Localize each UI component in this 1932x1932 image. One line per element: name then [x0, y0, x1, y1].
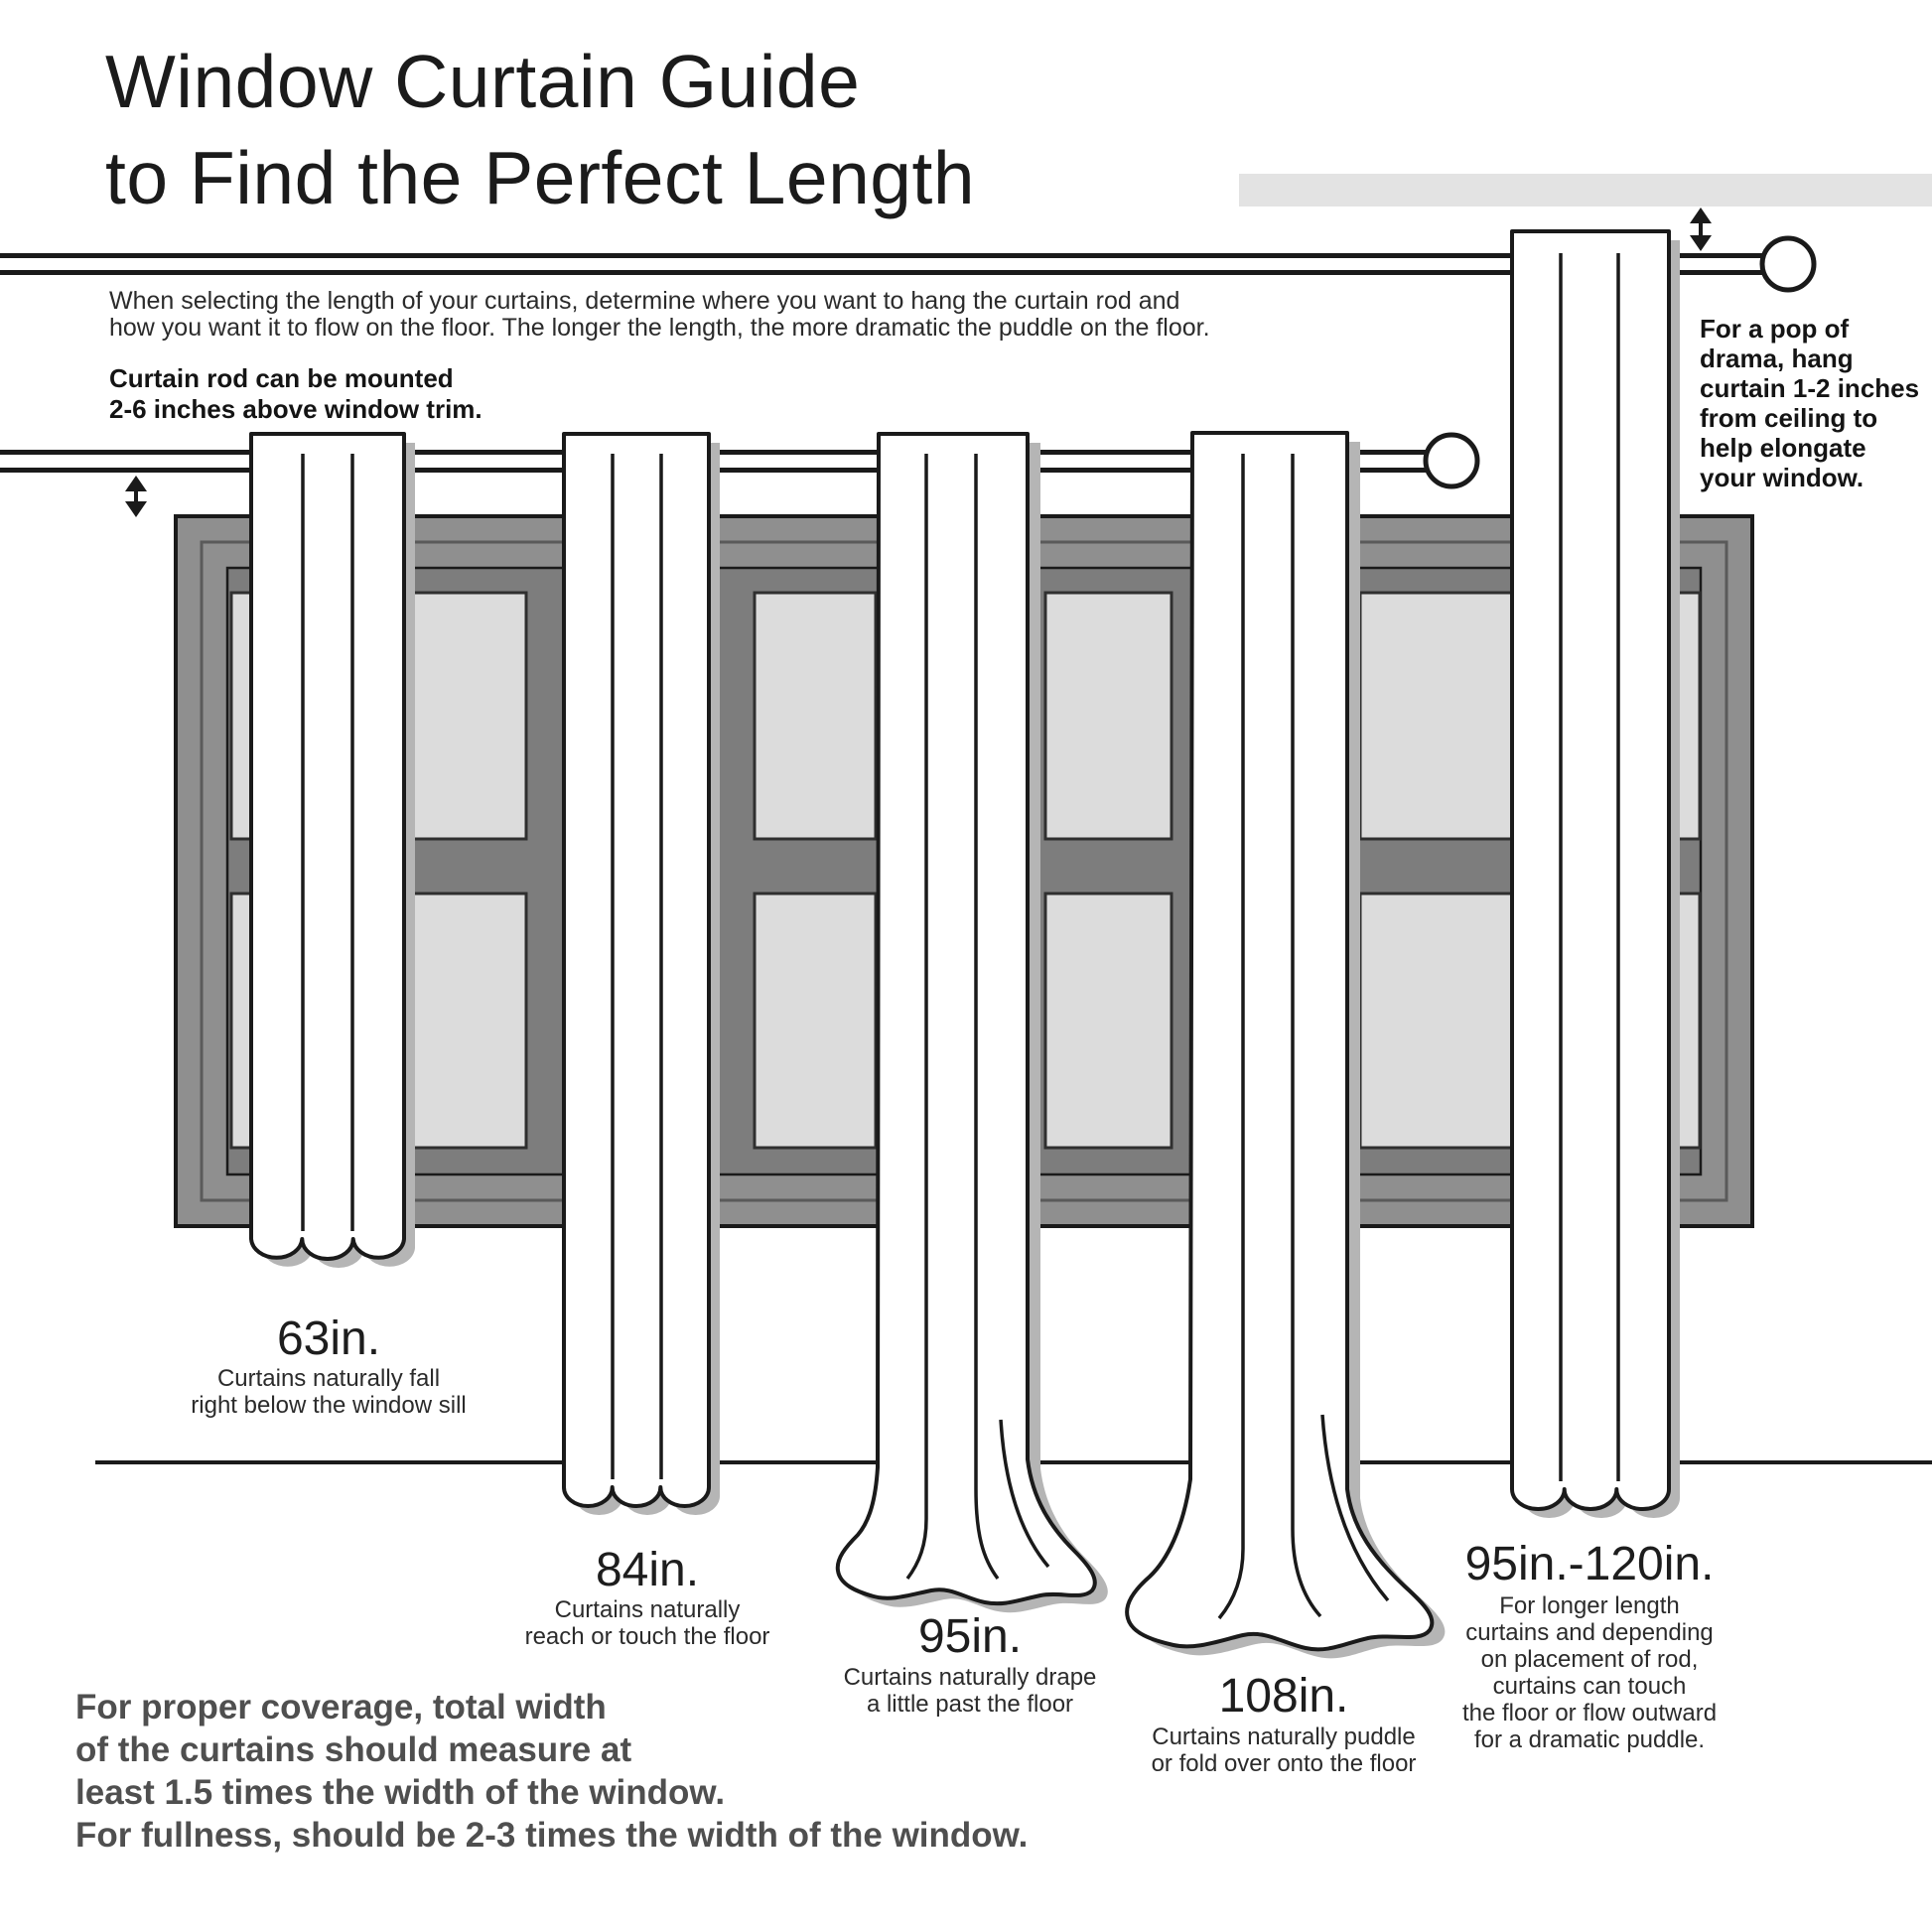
length-desc-line: Curtains naturally fall — [216, 1365, 441, 1392]
intro-paragraph — [109, 288, 1210, 342]
ceiling-bar — [1239, 174, 1932, 207]
coverage-note-line: For proper coverage, total width — [75, 1688, 607, 1726]
curtain-84in — [564, 434, 720, 1515]
length-desc-line: reach or touch the floor — [524, 1623, 770, 1650]
intro-line: how you want it to flow on the floor. The longer the length, the more dramatic the puddle on the floor. — [109, 314, 1210, 342]
length-desc-line: curtains can touch — [1492, 1673, 1687, 1700]
window-pane — [755, 894, 876, 1148]
length-desc-108in — [1152, 1724, 1417, 1777]
length-value: 108in. — [1218, 1670, 1349, 1723]
page-title — [105, 34, 975, 226]
length-value: 84in. — [595, 1544, 700, 1596]
mount-height-arrow-icon — [125, 476, 147, 517]
curtain-panel — [564, 434, 709, 1506]
length-desc-63in — [191, 1365, 466, 1419]
length-desc-line: or fold over onto the floor — [1151, 1750, 1417, 1777]
upper-rod-top-line — [0, 253, 1763, 258]
length-desc-line: on placement of rod, — [1480, 1646, 1699, 1673]
upper-rod-bottom-line — [0, 270, 1763, 275]
length-desc-line: Curtains naturally — [554, 1596, 741, 1623]
intro-line: When selecting the length of your curtains, determine where you want to hang the curtain rod and — [109, 287, 1180, 315]
window-pane — [1045, 894, 1172, 1148]
length-value: 95in. — [917, 1610, 1023, 1663]
rod-mount-note-line: 2-6 inches above window trim. — [109, 394, 483, 424]
length-desc-line: for a dramatic puddle. — [1473, 1726, 1706, 1753]
length-desc-line: For longer length — [1499, 1592, 1680, 1619]
length-desc-line: Curtains naturally puddle — [1152, 1724, 1416, 1750]
window-pane — [755, 593, 876, 839]
ceiling-note-line: from ceiling to — [1700, 403, 1878, 433]
coverage-note-line: For fullness, should be 2-3 times the width of the window. — [75, 1816, 1029, 1855]
ceiling-note — [1700, 314, 1919, 492]
ceiling-note-line: curtain 1-2 inches — [1700, 373, 1920, 403]
ceiling-note-line: drama, hang — [1700, 344, 1854, 373]
rod-mount-note-line: Curtain rod can be mounted — [109, 363, 454, 393]
curtain-panel — [1512, 231, 1669, 1509]
title-line: to Find the Perfect Length — [105, 136, 976, 219]
length-desc-line: a little past the floor — [866, 1691, 1074, 1718]
title-line: Window Curtain Guide — [105, 40, 861, 123]
ceiling-gap-arrow-icon — [1690, 207, 1712, 251]
window-pane — [1045, 593, 1172, 839]
main-rod-finial-icon — [1426, 435, 1477, 486]
length-label-84in — [596, 1545, 699, 1596]
length-desc-line: Curtains naturally drape — [843, 1664, 1097, 1691]
length-desc-line: curtains and depending — [1465, 1619, 1714, 1646]
length-desc-95-120in — [1462, 1592, 1717, 1753]
upper-rod-finial-icon — [1762, 238, 1814, 290]
length-desc-line: the floor or flow outward — [1461, 1700, 1718, 1726]
curtain-95-120in — [1512, 231, 1680, 1518]
curtain-panel — [251, 434, 404, 1259]
length-desc-line: right below the window sill — [191, 1392, 467, 1419]
length-desc-84in — [525, 1596, 770, 1650]
ceiling-note-line: For a pop of — [1700, 314, 1850, 344]
curtain-63in — [251, 434, 415, 1268]
length-label-95-120in — [1465, 1539, 1715, 1590]
ceiling-note-line: your window. — [1700, 463, 1864, 492]
length-label-63in — [277, 1313, 380, 1365]
length-value: 95in.-120in. — [1464, 1538, 1715, 1590]
length-label-108in — [1219, 1671, 1349, 1723]
rod-mount-note — [109, 363, 483, 425]
coverage-note-line: least 1.5 times the width of the window. — [75, 1773, 726, 1812]
length-value: 63in. — [276, 1312, 381, 1365]
coverage-note — [75, 1686, 1028, 1857]
length-label-95in — [918, 1611, 1022, 1663]
ceiling-note-line: help elongate — [1700, 433, 1866, 463]
coverage-note-line: of the curtains should measure at — [75, 1730, 632, 1769]
